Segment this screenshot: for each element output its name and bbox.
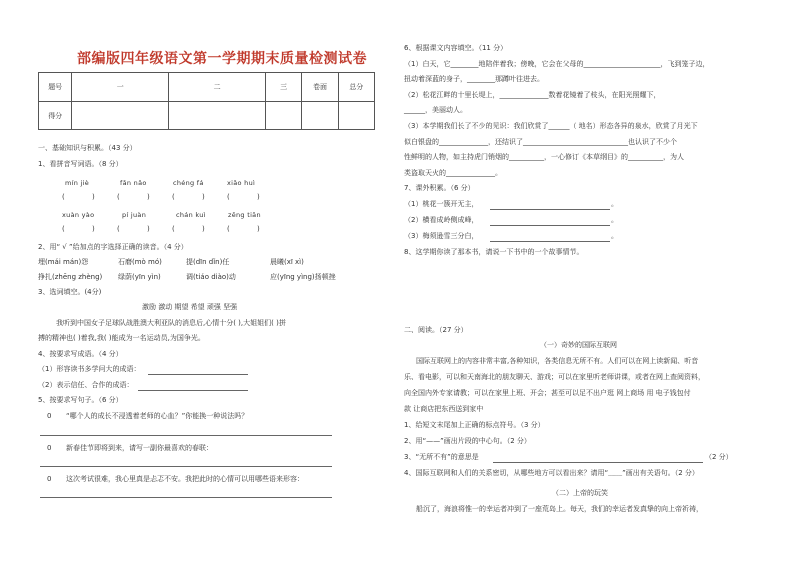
score-input-cell[interactable] — [169, 102, 266, 130]
question-5: 5、按要求写句子。（6 分） — [38, 396, 123, 404]
question-7: 7、课外积累。（6 分） — [404, 184, 475, 192]
q3-text-line: 搏的精神也( )着我,我( )能成为一名运动员,为国争光。 — [38, 334, 205, 342]
pinyin-2: fǎn nǎo — [120, 179, 147, 187]
score-input-cell[interactable] — [302, 102, 338, 130]
q6-line: （1）白天，它________地陪伴着我；傍晚，它会在父母的______________________，飞到笼子边， — [404, 60, 710, 68]
q6-line: （3）本学期我们长了不少的见识：我们欣赏了______（ 地名）形态各异的泉水，欣赏了月光下 — [404, 122, 698, 130]
q5-item-3: 这次考试很难，我心里真是忐忑不安。我把此时的心情可以用哪些语来形容： — [66, 475, 304, 483]
score-input-cell[interactable] — [266, 102, 302, 130]
passage-1-line: 乐、看电影，可以和天南海北的朋友聊天、游戏；可以在家里听老师讲课，或者在网上查阅资料， — [404, 373, 705, 381]
reading-question-2: 2、用“——”画出片段的中心句。（2 分） — [404, 437, 531, 445]
q6-line: 类盗取天火的______________。 — [404, 169, 502, 177]
passage-1-line: 向全国内外专家请教；可以在家里上班、开会；甚至可以足不出户逛 网上商场 用 电子钱包付 — [404, 389, 691, 397]
q4-item-1: （1）形容读书多学问大的成语： — [38, 365, 141, 373]
pinyin-8: zēng tiān — [228, 211, 261, 219]
q7-item-3: （3）梅须逊雪三分白， — [404, 232, 479, 240]
q6-line: 似白银盘的______________，还结识了______________________________也认识了不少个 — [404, 138, 677, 146]
question-8: 8、这学期你读了那本书，请说一下书中的一个故事情节。 — [404, 248, 584, 256]
q7-period: 。 — [611, 232, 618, 240]
passage-1-line: 款 让商店把东西送到家中 — [404, 405, 484, 413]
pinyin-1: mín jiè — [65, 179, 90, 187]
q5-answer-line[interactable] — [40, 497, 332, 498]
question-4: 4、按要求写成语。（4 分） — [38, 350, 123, 358]
reading-question-4: 4、国际互联网和人们的关系密切，从哪些地方可以看出来？请用“﹏﹏”画出有关语句。（2 分） — [404, 469, 699, 477]
passage-2-line: 船沉了，海浪将惟一的幸运者冲到了一座荒岛上。每天，我们的幸运者发真挚的向上帝祈祷， — [416, 505, 703, 513]
q2-option[interactable]: 埋(mái mán)怨 — [38, 258, 89, 266]
pinyin-5: xuàn yào — [62, 211, 95, 219]
q4-answer-line[interactable] — [148, 374, 248, 375]
q2-option[interactable]: 石磨(mò mó) — [118, 258, 162, 266]
q2-option[interactable]: 挣扎(zhēng zhèng) — [38, 273, 103, 281]
pinyin-4: xiǎo huì — [227, 179, 256, 187]
reading-question-1: 1、给短文末尾加上正确的标点符号。（3 分） — [404, 421, 545, 429]
q7-period: 。 — [611, 216, 618, 224]
passage-2-title: （二）上帝的玩笑 — [552, 489, 608, 497]
q2-option[interactable]: 应(yīng yìng)扬顿挫 — [270, 273, 336, 281]
q2-option[interactable]: 绿荫(yīn yìn) — [118, 273, 161, 281]
exam-title: 部编版四年级语文第一学期期末质量检测试卷 — [77, 51, 367, 67]
q7-period: 。 — [611, 200, 618, 208]
question-3: 3、选词填空。(4分) — [38, 288, 102, 296]
q7-item-1: （1）桃花一簇开无主， — [404, 200, 479, 208]
q3-word-bank: 激励 激动 期望 希望 顽强 坚强 — [142, 303, 238, 311]
score-row-label: 得分 — [39, 102, 72, 130]
r3-score: （2 分） — [705, 453, 733, 461]
pinyin-6: pí juàn — [122, 211, 147, 219]
q6-line: 扭动着深蓝的身子，________那蹲叶往进去。 — [404, 75, 544, 83]
r3-answer-line[interactable] — [493, 462, 703, 463]
q5-item-1: “哪个人的成长不浸透着老师的心血？”你能换一种说法吗？ — [66, 412, 249, 420]
q5-answer-line[interactable] — [40, 435, 332, 436]
score-header-cell: 卷面 — [302, 73, 338, 102]
pinyin-3: chéng fá — [173, 179, 204, 187]
question-2: 2、用“ √ ”给加点的字选择正确的读音。（4 分） — [38, 243, 188, 251]
q3-text-line: 我听到中国女子足球队战胜澳大利亚队的消息后,心情十分( ),大姐姐们( )拼 — [56, 319, 286, 327]
score-header-cell: 三 — [266, 73, 302, 102]
q6-line: （2）松花江畔的十里长堤上，______________数着花镜着了枝头，在阳光照耀下， — [404, 91, 661, 99]
score-header-cell: 一 — [72, 73, 169, 102]
score-input-cell[interactable] — [338, 102, 374, 130]
passage-1-title: （一）奇妙的国际互联网 — [540, 341, 617, 349]
score-header-cell: 总分 — [338, 73, 374, 102]
question-6: 6、根据课文内容填空。（11 分） — [404, 44, 508, 52]
q7-answer-line[interactable] — [490, 225, 610, 226]
q5-bullet: 0 — [47, 475, 52, 483]
passage-1-line: 国际互联网上的内容非常丰富,各种知识，各类信息无所不有。人们可以在网上读新闻、听音 — [416, 357, 699, 365]
score-table — [38, 72, 375, 130]
q7-answer-line[interactable] — [490, 209, 610, 210]
q2-option[interactable]: 晨曦(xī xì) — [270, 258, 304, 266]
q2-option[interactable]: 调(tiáo diào)动 — [186, 273, 236, 281]
q5-bullet: 0 — [47, 444, 52, 452]
pinyin-7: chán kuì — [176, 211, 206, 219]
q5-bullet: 0 — [47, 412, 52, 420]
q4-item-2: （2）表示信任、合作的成语： — [38, 381, 134, 389]
q6-line: ______，美丽动人。 — [404, 106, 467, 114]
score-input-cell[interactable] — [72, 102, 169, 130]
section-2-heading: 二、阅读。（27 分） — [404, 326, 468, 334]
q7-answer-line[interactable] — [490, 241, 610, 242]
q5-item-2: 新春佳节即将到来，请写一副你最喜欢的春联： — [66, 444, 213, 452]
q2-option[interactable]: 提(dīn dǐn)任 — [186, 258, 230, 266]
score-header-cell: 题号 — [39, 73, 72, 102]
score-header-cell: 二 — [169, 73, 266, 102]
q6-line: 性鲜明的人物，如主持虎门销烟的__________，一心修订《本草纲目》的__________，为人 — [404, 153, 684, 161]
section-1-heading: 一、基础知识与积累。（43 分） — [38, 144, 137, 152]
reading-question-3: 3、“无所不有”的意思是 — [404, 453, 479, 461]
q5-answer-line[interactable] — [40, 466, 332, 467]
q7-item-2: （2）横看成岭侧成峰， — [404, 216, 479, 224]
question-1: 1、看拼音写词语。（8 分） — [38, 160, 123, 168]
q4-answer-line[interactable] — [138, 390, 248, 391]
